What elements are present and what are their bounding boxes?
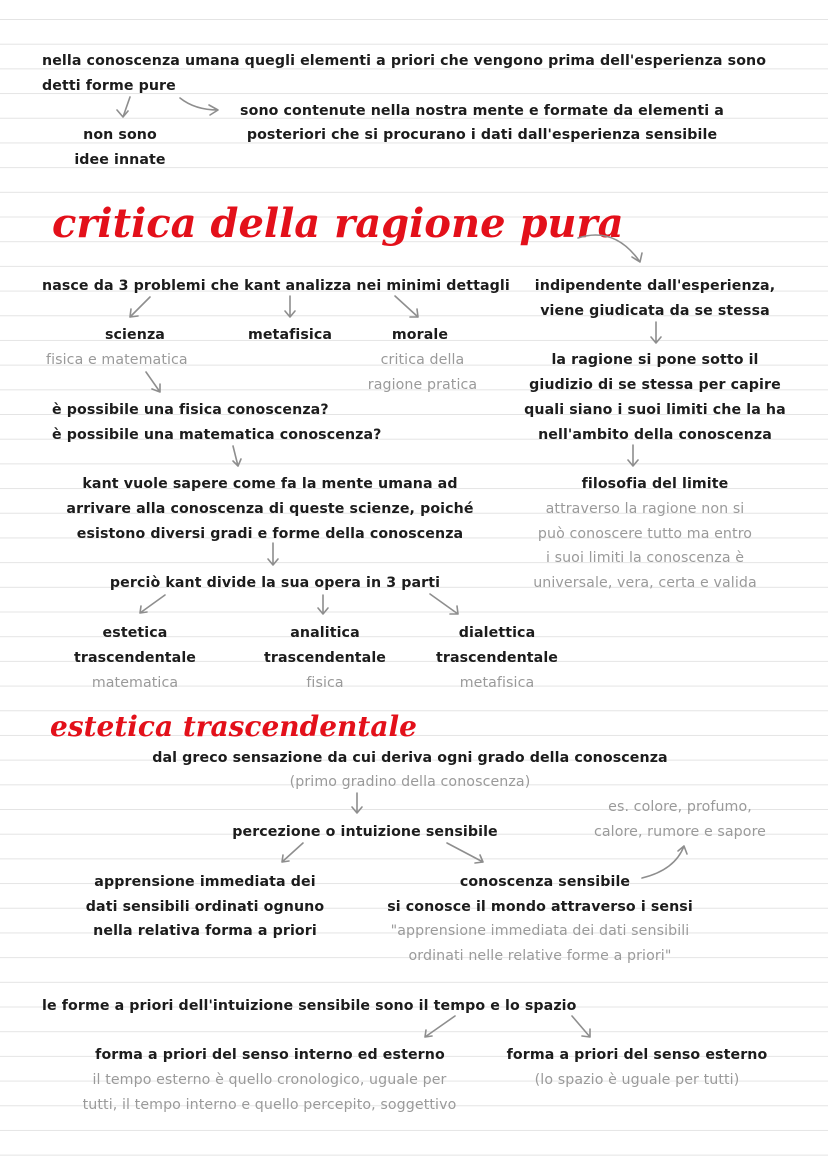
intro-line-2: detti forme pure xyxy=(42,78,176,94)
conoscenza-sensi: si conosce il mondo attraverso i sensi xyxy=(387,899,693,915)
percezione: percezione o intuizione sensibile xyxy=(232,824,498,840)
part-estetica-sub: matematica xyxy=(91,675,179,691)
problem-scienza: scienza xyxy=(105,327,165,343)
spazio-heading: forma a priori del senso esterno xyxy=(506,1047,768,1063)
problem-morale-sub-2: ragione pratica xyxy=(367,377,478,393)
examples-1: es. colore, profumo, xyxy=(608,799,752,815)
apprensione-3: nella relativa forma a priori xyxy=(93,923,317,939)
right-grey-2: può conoscere tutto ma entro xyxy=(537,526,753,542)
intro-line-1: nella conoscenza umana quegli elementi a priori che vengono prima dell'esperienza sono xyxy=(42,53,767,69)
intro-right-2: posteriori che si procurano i dati dall'esperienza sensibile xyxy=(246,127,718,143)
apprensione-1: apprensione immediata dei xyxy=(94,874,316,890)
estetica-definition: dal greco sensazione da cui deriva ogni grado della conoscenza xyxy=(152,750,668,766)
part-dialettica-2: trascendentale xyxy=(435,650,559,666)
spazio-grey: (lo spazio è uguale per tutti) xyxy=(534,1072,740,1088)
right-grey-4: universale, vera, certa e valida xyxy=(533,575,757,591)
tempo-heading: forma a priori del senso interno ed esterno xyxy=(95,1047,445,1063)
estetica-definition-sub: (primo gradino della conoscenza) xyxy=(289,774,531,790)
problem-morale: morale xyxy=(391,327,449,343)
conoscenza-sensibile: conoscenza sensibile xyxy=(459,874,631,890)
right-line-1: indipendente dall'esperienza, xyxy=(534,278,776,294)
part-estetica-1: estetica xyxy=(102,625,168,641)
intro-right-1: sono contenute nella nostra mente e formate da elementi a xyxy=(240,103,724,119)
quote-1: "apprensione immediata dei dati sensibili xyxy=(390,923,690,939)
part-analitica-sub: fisica xyxy=(306,675,344,691)
apprensione-2: dati sensibili ordinati ognuno xyxy=(85,899,325,915)
kant-line-2: arrivare alla conoscenza di queste scienze, poiché xyxy=(66,501,474,517)
question-matematica: è possibile una matematica conoscenza? xyxy=(52,427,382,443)
right-grey-3: i suoi limiti la conoscenza è xyxy=(545,550,745,566)
problem-morale-sub-1: critica della xyxy=(380,352,465,368)
examples-2: calore, rumore e sapore xyxy=(593,824,767,840)
filosofia-del-limite: filosofia del limite xyxy=(581,476,729,492)
forme-a-priori: le forme a priori dell'intuizione sensibile sono il tempo e lo spazio xyxy=(42,998,577,1014)
right-grey-1: attraverso la ragione non si xyxy=(545,501,745,517)
right-line-5: quali siano i suoi limiti che la ha xyxy=(524,402,786,418)
part-dialettica-1: dialettica xyxy=(458,625,536,641)
part-dialettica-sub: metafisica xyxy=(459,675,535,691)
right-line-6: nell'ambito della conoscenza xyxy=(538,427,772,443)
quote-2: ordinati nelle relative forme a priori" xyxy=(408,948,672,964)
problem-metafisica: metafisica xyxy=(247,327,333,343)
part-analitica-1: analitica xyxy=(290,625,360,641)
part-estetica-2: trascendentale xyxy=(73,650,197,666)
right-line-2: viene giudicata da se stessa xyxy=(540,303,770,319)
section-title-estetica: estetica trascendentale xyxy=(50,710,417,743)
right-line-3: la ragione si pone sotto il xyxy=(551,352,759,368)
intro-left-2: idee innate xyxy=(74,152,166,168)
tempo-grey-1: il tempo esterno è quello cronologico, uguale per xyxy=(92,1072,447,1088)
question-fisica: è possibile una fisica conoscenza? xyxy=(52,402,329,418)
right-line-4: giudizio di se stessa per capire xyxy=(529,377,781,393)
part-analitica-2: trascendentale xyxy=(263,650,387,666)
divide-text: perciò kant divide la sua opera in 3 parti xyxy=(109,575,441,591)
kant-line-3: esistono diversi gradi e forme della conoscenza xyxy=(76,526,464,542)
problem-scienza-sub: fisica e matematica xyxy=(46,352,188,368)
kant-line-1: kant vuole sapere come fa la mente umana ad xyxy=(82,476,458,492)
intro-left-1: non sono xyxy=(83,127,157,143)
tempo-grey-2: tutti, il tempo interno e quello percepito, soggettivo xyxy=(82,1097,457,1113)
critica-intro: nasce da 3 problemi che kant analizza nei minimi dettagli xyxy=(42,278,510,294)
section-title-critica: critica della ragione pura xyxy=(52,200,624,247)
